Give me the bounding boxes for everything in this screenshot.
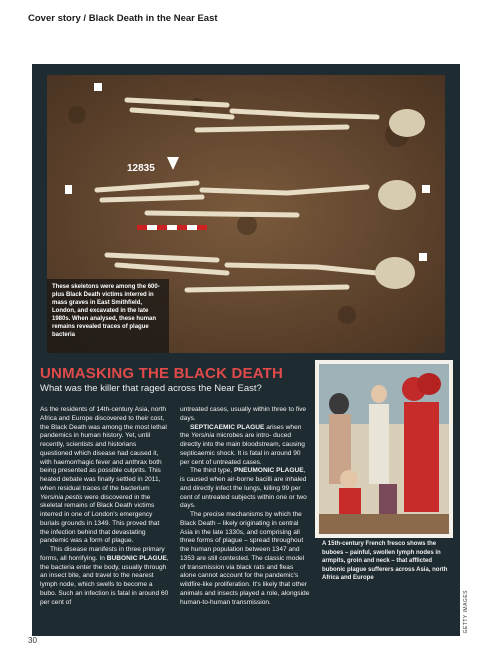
text-span: , the bacteria enter the body, usually through an insect bite, and travel to the nearest lymph node, which swells to become a bubo. Such an infection is fatal in around 60 per cent of xyxy=(40,554,169,606)
species-name: Yersinia pestis xyxy=(40,493,83,501)
section-header: Cover story / Black Death in the Near East xyxy=(28,13,218,24)
article-column-2 xyxy=(180,406,310,607)
fresco-image xyxy=(315,360,453,538)
species-name: Yersinia xyxy=(191,432,215,440)
photo-caption: These skeletons were among the 600-plus Black Death victims interred in mass graves in East Smithfield, London, and excavated in the late 1980s. When analysed, these human remains revealed traces of plague bacteria xyxy=(47,279,169,353)
paragraph xyxy=(180,424,310,468)
skeleton-number-label: 12835 xyxy=(127,163,155,174)
text-span: were discovered in the skeletal remains of Black Death victims interred in one of London's emergency burials grounds in 1349. This proved that the infection behind that devastating pandemic was a form of plague. xyxy=(40,493,160,545)
paragraph: The precise mechanisms by which the Black Death – likely originating in central Asia in the late 1330s, and comprising all three forms of plague – spread throughout the human population between 1347 and 1353 are still contested. The classic model of transmission via black rats and fleas alone cannot account for the pandemic's wildfire-like proliferation. It's likely that other animals and insects played a role, alongside human-to-human transmission. xyxy=(180,511,310,606)
paragraph xyxy=(40,406,170,546)
text-span: , is caused when air-borne bacilli are inhaled and directly infect the lungs, killing 99 per cent of untreated subjects within one or two days. xyxy=(180,467,307,510)
pneumonic-term: PNEUMONIC PLAGUE xyxy=(234,467,304,475)
photo-credit: GETTY IMAGES xyxy=(463,590,469,634)
fresco-caption: A 15th-century French fresco shows the buboes – painful, swollen lymph nodes in armpits, groin and neck – that afflicted bubonic plague sufferers across Asia, north Africa and Europe xyxy=(322,541,448,581)
article-title: UNMASKING THE BLACK DEATH xyxy=(40,365,284,382)
septicaemic-term: SEPTICAEMIC PLAGUE xyxy=(190,423,265,431)
page-number: 30 xyxy=(28,636,37,645)
paragraph xyxy=(180,467,310,511)
paragraph xyxy=(40,546,170,607)
article-column-1 xyxy=(40,406,170,607)
bubonic-term: BUBONIC PLAGUE xyxy=(106,554,167,562)
text-span: microbes are intro- duced directly into the main bloodstream, causing septicaemic shock. It is fatal in around 90 per cent of untreated cases. xyxy=(180,432,305,466)
text-span: This disease manifests in three primary forms, all horrifying. In xyxy=(40,546,165,562)
text-span: The third type, xyxy=(190,467,233,475)
article-subtitle: What was the killer that raged across the Near East? xyxy=(40,383,262,394)
text-span: arises when the xyxy=(180,423,302,440)
text-span: As the residents of 14th-century Asia, north Africa and Europe discovered to their cost, the Black Death was among the most lethal pandemics in human history. Yet, until recently, scientists and historians questioned which disease had caused it, with haemorrhagic fever and anthrax both being presented as possible culprits. This heated debate was finally settled in 2011, when residual traces of the bacterium xyxy=(40,406,167,492)
paragraph: untreated cases, usually within three to five days. xyxy=(180,406,307,422)
